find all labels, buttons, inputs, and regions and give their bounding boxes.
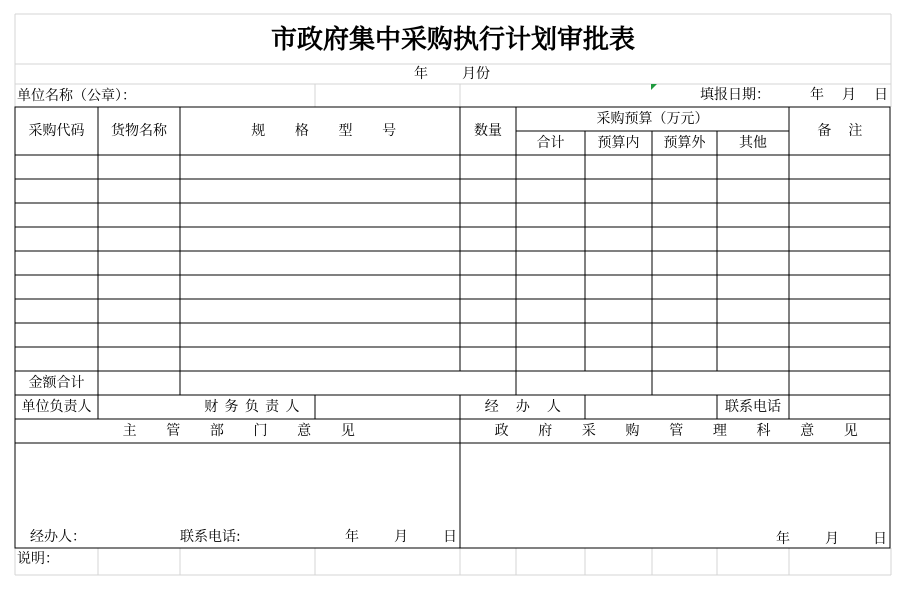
header-remark: 备 注 [817,123,869,139]
dept-handler-label: 经办人： [30,529,86,545]
cell-total[interactable] [517,323,584,346]
report-date-month: 月 [842,87,856,103]
cell-in-budget[interactable] [586,155,651,178]
cell-goods[interactable] [99,227,179,250]
cell-other[interactable] [718,299,788,322]
gov-date-month: 月 [825,531,839,547]
cell-total[interactable] [517,179,584,202]
cell-out-budget[interactable] [653,179,716,202]
cell-qty[interactable] [461,179,515,202]
report-date-label: 填报日期： [700,87,770,103]
period-month: 月份 [462,66,490,82]
cell-code[interactable] [16,179,97,202]
cell-total[interactable] [517,155,584,178]
cell-qty[interactable] [461,299,515,322]
cell-out-budget[interactable] [653,227,716,250]
cell-out-budget[interactable] [653,347,716,370]
cell-in-budget[interactable] [586,203,651,226]
cell-other[interactable] [718,203,788,226]
header-total: 合计 [536,135,565,151]
gov-opinion-header: 政 府 采 购 管 理 科 意 见 [494,423,871,439]
cell-code[interactable] [16,299,97,322]
cell-spec[interactable] [181,347,459,370]
dept-phone-label: 联系电话: [180,529,241,545]
cell-qty[interactable] [461,155,515,178]
cell-out-budget[interactable] [653,251,716,274]
header-code: 采购代码 [28,123,85,139]
cell-goods[interactable] [99,299,179,322]
cell-other[interactable] [718,155,788,178]
header-qty: 数量 [474,123,502,139]
cell-spec[interactable] [181,299,459,322]
cell-spec[interactable] [181,323,459,346]
header-goods: 货物名称 [111,123,167,139]
phone-label: 联系电话 [725,399,781,415]
report-date-day: 日 [874,87,888,103]
cell-remark[interactable] [790,155,889,178]
cell-out-budget[interactable] [653,299,716,322]
unit-name-label: 单位名称（公章）： [17,88,136,104]
page-title: 市政府集中采购执行计划审批表 [270,25,635,55]
cell-spec[interactable] [181,203,459,226]
cell-other[interactable] [718,251,788,274]
cell-remark[interactable] [790,323,889,346]
dept-opinion-header: 主 管 部 门 意 见 [122,423,368,439]
cell-remark[interactable] [790,227,889,250]
cell-in-budget[interactable] [586,179,651,202]
cell-out-budget[interactable] [653,155,716,178]
cell-out-budget[interactable] [653,275,716,298]
cell-other[interactable] [718,275,788,298]
cell-other[interactable] [718,227,788,250]
cell-qty[interactable] [461,275,515,298]
cell-qty[interactable] [461,203,515,226]
cell-other[interactable] [718,347,788,370]
cell-code[interactable] [16,227,97,250]
cell-remark[interactable] [790,203,889,226]
cell-in-budget[interactable] [586,227,651,250]
cell-out-budget[interactable] [653,323,716,346]
cell-goods[interactable] [99,203,179,226]
cell-in-budget[interactable] [586,251,651,274]
cell-total[interactable] [517,251,584,274]
cell-code[interactable] [16,323,97,346]
cell-code[interactable] [16,251,97,274]
cell-goods[interactable] [99,347,179,370]
cell-total[interactable] [517,299,584,322]
cell-in-budget[interactable] [586,323,651,346]
header-other: 其他 [739,135,767,151]
header-budget-group: 采购预算（万元） [596,111,709,127]
dept-date-year: 年 [345,529,359,545]
cell-total[interactable] [517,275,584,298]
header-in-budget: 预算内 [597,135,640,151]
cell-code[interactable] [16,275,97,298]
cell-spec[interactable] [181,155,459,178]
header-out-budget: 预算外 [663,135,706,151]
cell-spec[interactable] [181,227,459,250]
cell-code[interactable] [16,347,97,370]
note-label: 说明： [17,551,59,567]
handler-label: 经 办 人 [484,399,568,415]
cell-goods[interactable] [99,251,179,274]
cell-remark[interactable] [790,275,889,298]
cell-other[interactable] [718,323,788,346]
gov-date-year: 年 [776,531,790,547]
cell-out-budget[interactable] [653,203,716,226]
dept-date-month: 月 [394,529,408,545]
cell-in-budget[interactable] [586,275,651,298]
cell-remark[interactable] [790,251,889,274]
finance-head-label: 财务负责人 [204,399,306,415]
cell-spec[interactable] [181,251,459,274]
cell-qty[interactable] [461,323,515,346]
cell-total[interactable] [517,227,584,250]
report-date-year: 年 [810,87,824,103]
unit-head-label: 单位负责人 [21,399,92,415]
gov-date-day: 日 [873,531,887,547]
cell-in-budget[interactable] [586,299,651,322]
amount-total-label: 金额合计 [28,375,85,391]
cell-goods[interactable] [99,323,179,346]
cell-goods[interactable] [99,275,179,298]
cell-qty[interactable] [461,251,515,274]
cell-qty[interactable] [461,347,515,370]
cell-spec[interactable] [181,179,459,202]
cell-total[interactable] [517,203,584,226]
cell-remark[interactable] [790,347,889,370]
header-spec: 规 格 型 号 [251,123,409,139]
cell-goods[interactable] [99,179,179,202]
cell-remark[interactable] [790,299,889,322]
cell-code[interactable] [16,155,97,178]
cell-in-budget[interactable] [586,347,651,370]
period-year: 年 [414,66,428,82]
cell-spec[interactable] [181,275,459,298]
cell-code[interactable] [16,203,97,226]
cell-remark[interactable] [790,179,889,202]
cell-goods[interactable] [99,155,179,178]
dept-date-day: 日 [443,529,457,545]
cell-qty[interactable] [461,227,515,250]
cell-other[interactable] [718,179,788,202]
cell-total[interactable] [517,347,584,370]
